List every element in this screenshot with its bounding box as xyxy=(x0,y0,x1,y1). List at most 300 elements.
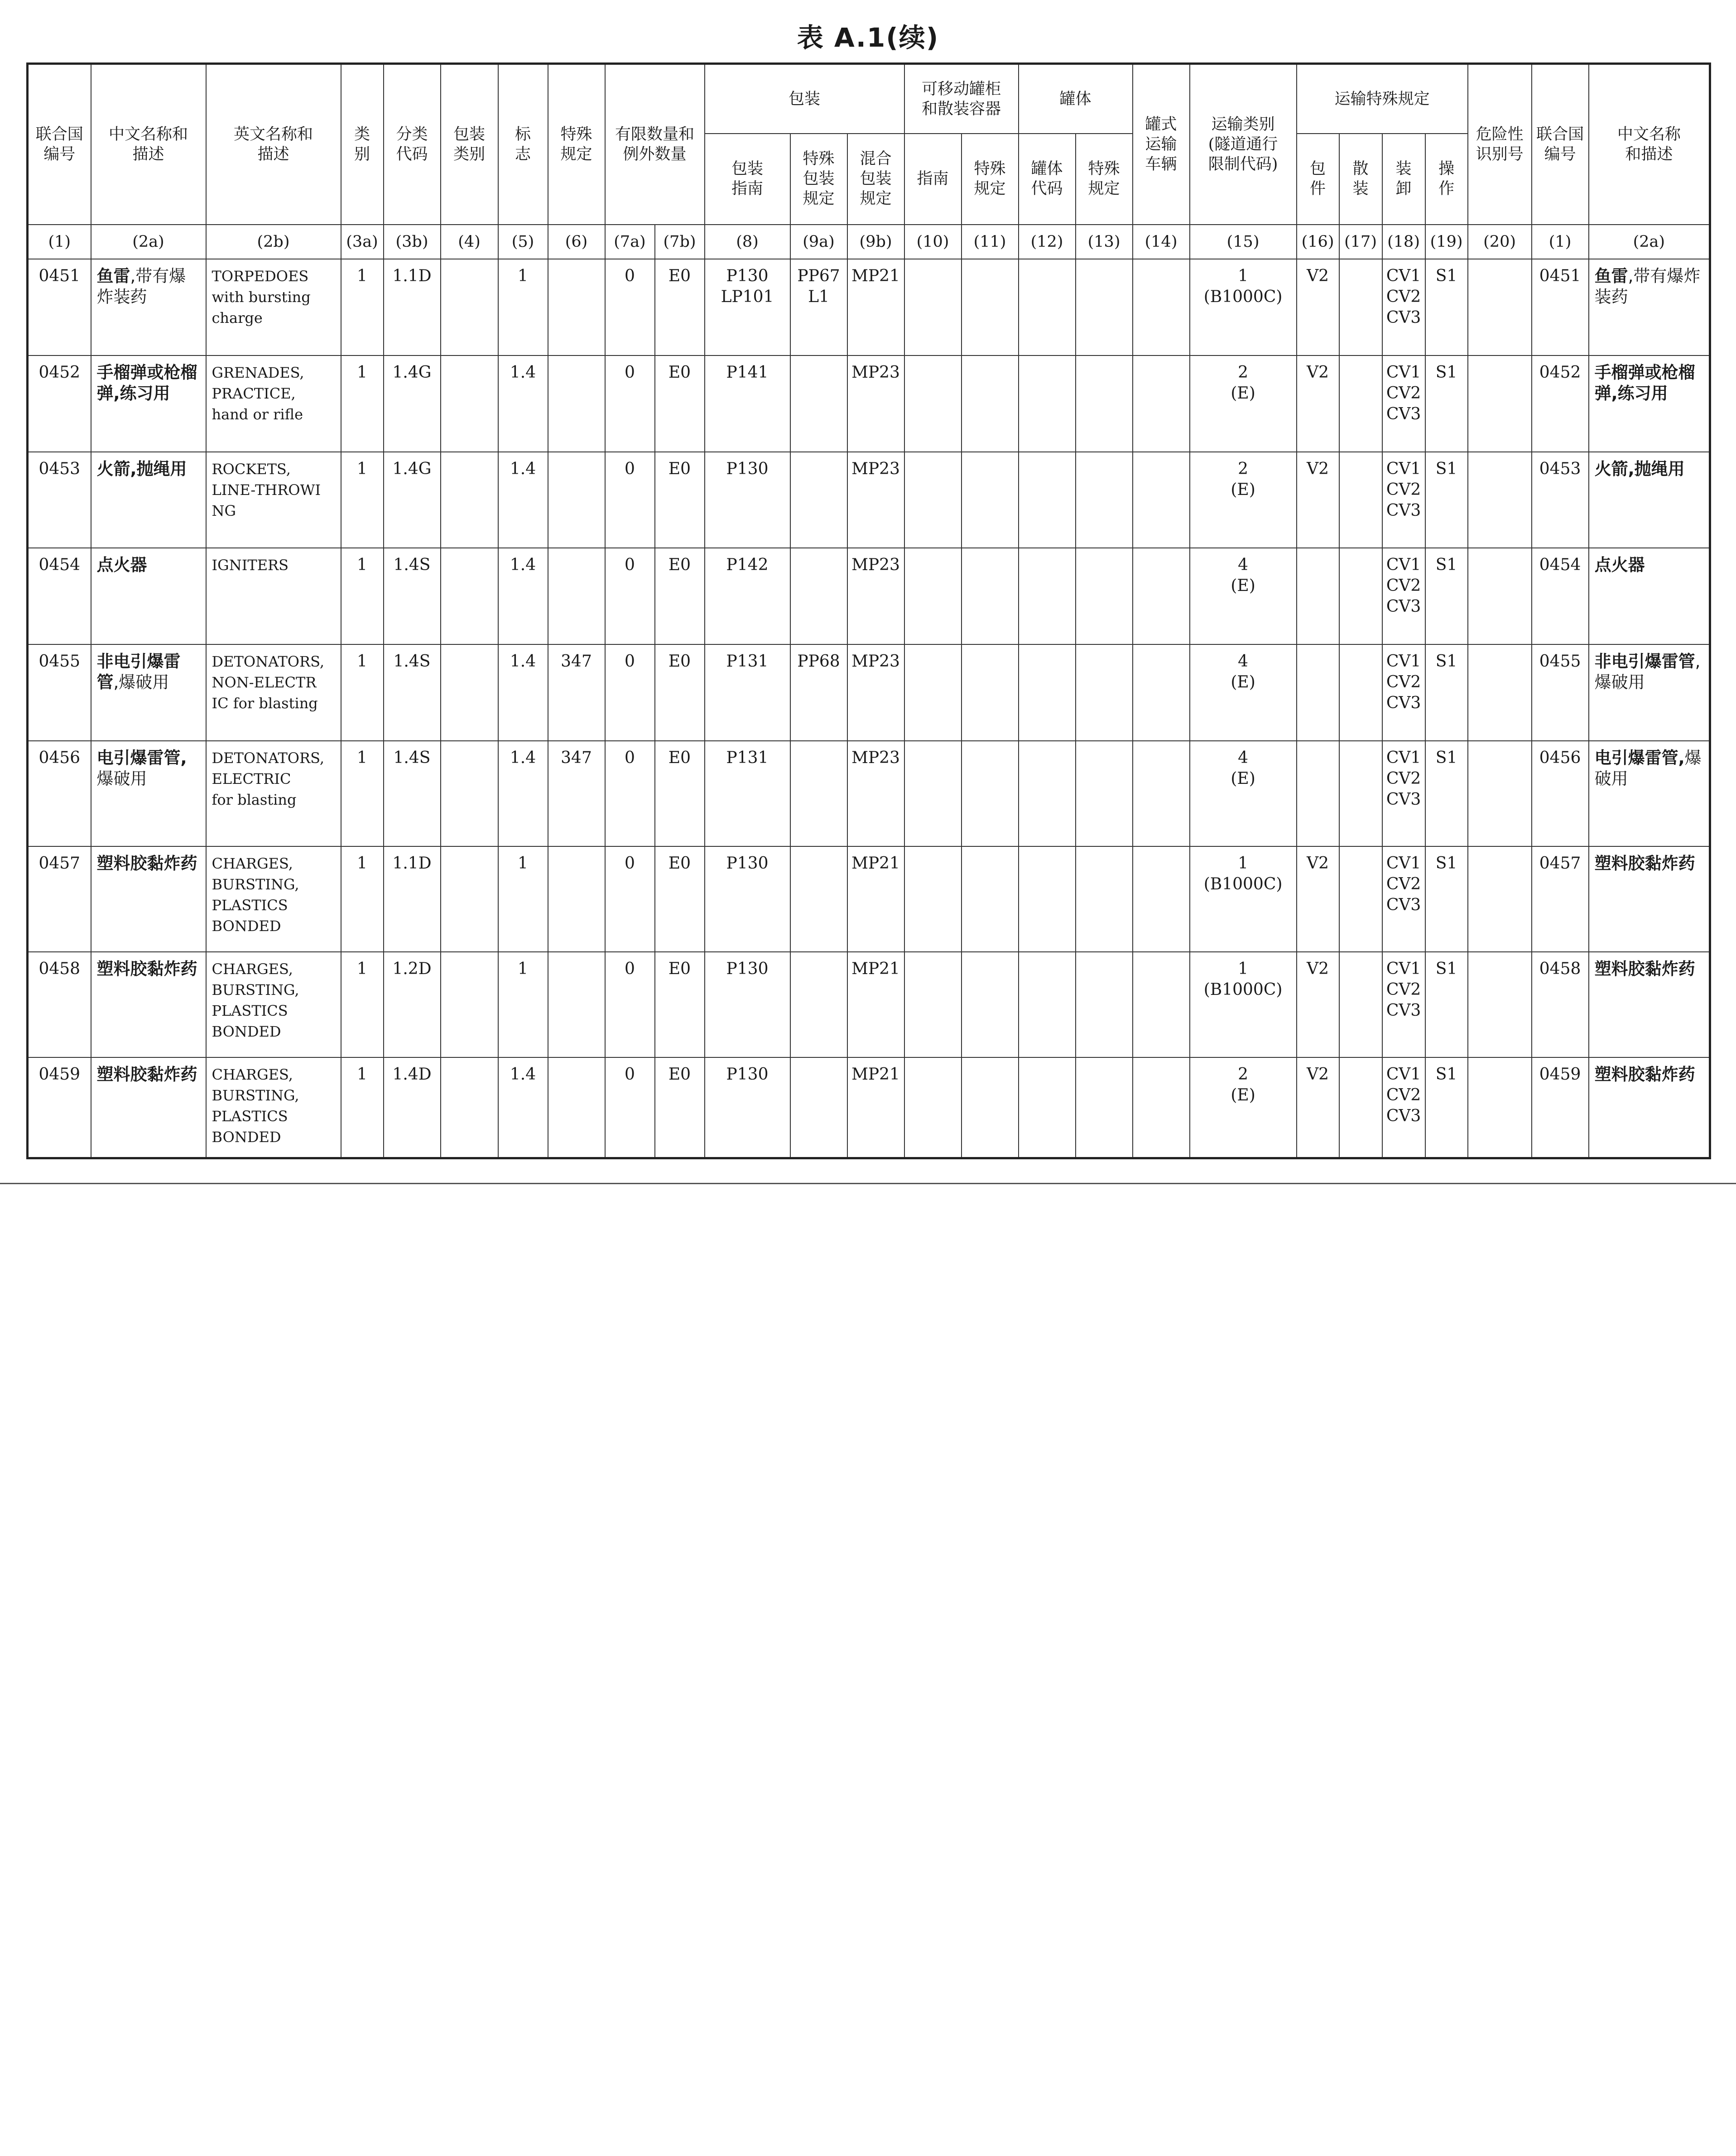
packing-group-cell xyxy=(441,355,498,452)
tank-special-cell xyxy=(1076,452,1133,548)
header-tank-vehicle: 罐式 运输 车辆 xyxy=(1133,64,1190,225)
table-row xyxy=(28,355,1710,452)
special-provision-cell xyxy=(548,1057,605,1158)
name-cn-bold: 塑料胶黏炸药 xyxy=(1594,853,1695,873)
tank-special-cell xyxy=(1076,259,1133,355)
class-cell: 1 xyxy=(341,846,384,952)
tank-code-cell xyxy=(1019,846,1076,952)
name-cn-cell xyxy=(91,355,206,452)
name-cn-regular: ,带有爆炸装药 xyxy=(1594,266,1701,307)
loading-cell: CV1 CV2 CV3 xyxy=(1382,1057,1425,1158)
mixed-packing-cell: MP23 xyxy=(847,644,904,741)
packing-instruction-cell: P131 xyxy=(705,741,790,846)
packing-group-cell xyxy=(441,846,498,952)
class-code-cell: 1.4G xyxy=(384,355,441,452)
tank-code-cell xyxy=(1019,355,1076,452)
un-number-cell: 0458 xyxy=(28,952,91,1057)
header-packing-group: 包装 类别 xyxy=(441,64,498,225)
tank-code-cell xyxy=(1019,259,1076,355)
header-un-no-repeat: 联合国 编号 xyxy=(1532,64,1589,225)
column-number: (7b) xyxy=(655,225,705,259)
column-number: (16) xyxy=(1297,225,1339,259)
column-number: (2a) xyxy=(91,225,206,259)
limited-quantity-cell: 0 xyxy=(605,741,655,846)
name-cn-repeat-cell xyxy=(1589,259,1710,355)
hazard-id-cell xyxy=(1468,548,1532,644)
name-cn-bold: 电引爆雷管, xyxy=(1594,748,1685,768)
header-special-provisions: 特殊 规定 xyxy=(548,64,605,225)
column-number: (13) xyxy=(1076,225,1133,259)
packages-cell: V2 xyxy=(1297,1057,1339,1158)
transport-category-cell: 1 (B1000C) xyxy=(1190,259,1297,355)
header-name-cn: 中文名称和 描述 xyxy=(91,64,206,225)
tank-vehicle-cell xyxy=(1133,1057,1190,1158)
class-code-cell: 1.2D xyxy=(384,952,441,1057)
un-number-cell: 0454 xyxy=(28,548,91,644)
pt-special-cell xyxy=(962,952,1019,1057)
tank-special-cell xyxy=(1076,355,1133,452)
packages-cell xyxy=(1297,548,1339,644)
special-packing-cell xyxy=(790,548,847,644)
tank-code-cell xyxy=(1019,741,1076,846)
header-operation: 操 作 xyxy=(1425,134,1468,225)
label-cell: 1.4 xyxy=(498,548,548,644)
pt-special-cell xyxy=(962,1057,1019,1158)
column-number: (19) xyxy=(1425,225,1468,259)
name-cn-regular: ,爆破用 xyxy=(1594,652,1701,692)
column-number: (1) xyxy=(1532,225,1589,259)
header-transport-category: 运输类别 (隧道通行 限制代码) xyxy=(1190,64,1297,225)
pt-instruction-cell xyxy=(904,355,962,452)
header-un-no: 联合国 编号 xyxy=(28,64,91,225)
loading-cell: CV1 CV2 CV3 xyxy=(1382,952,1425,1057)
operation-cell: S1 xyxy=(1425,259,1468,355)
tank-vehicle-cell xyxy=(1133,952,1190,1057)
name-cn-repeat-cell xyxy=(1589,846,1710,952)
hazard-id-cell xyxy=(1468,355,1532,452)
excepted-quantity-cell: E0 xyxy=(655,355,705,452)
name-cn-cell xyxy=(91,952,206,1057)
excepted-quantity-cell: E0 xyxy=(655,1057,705,1158)
tank-vehicle-cell xyxy=(1133,548,1190,644)
name-cn-bold: 鱼雷 xyxy=(96,266,130,286)
packing-group-cell xyxy=(441,1057,498,1158)
header-limited-quantity: 有限数量和 例外数量 xyxy=(605,64,705,225)
packages-cell: V2 xyxy=(1297,259,1339,355)
dangerous-goods-table xyxy=(26,62,1711,1159)
hazard-id-cell xyxy=(1468,846,1532,952)
class-cell: 1 xyxy=(341,452,384,548)
table-title: 表 A.1(续) xyxy=(797,22,939,53)
name-en-cell: IGNITERS xyxy=(206,548,341,644)
packing-instruction-cell: P130 xyxy=(705,952,790,1057)
tank-vehicle-cell xyxy=(1133,741,1190,846)
table-row xyxy=(28,644,1710,741)
transport-category-cell: 4 (E) xyxy=(1190,644,1297,741)
name-cn-bold: 火箭,抛绳用 xyxy=(96,459,187,479)
packing-group-cell xyxy=(441,452,498,548)
name-cn-bold: 非电引爆雷管 xyxy=(1594,652,1695,672)
name-cn-bold: 点火器 xyxy=(1594,555,1645,575)
loading-cell: CV1 CV2 CV3 xyxy=(1382,452,1425,548)
header-packing-instruction: 包装 指南 xyxy=(705,134,790,225)
class-code-cell: 1.4S xyxy=(384,644,441,741)
un-number-cell: 0455 xyxy=(28,644,91,741)
un-number-repeat-cell: 0454 xyxy=(1532,548,1589,644)
header-packaging: 包装 xyxy=(705,64,904,134)
un-number-repeat-cell: 0451 xyxy=(1532,259,1589,355)
pt-special-cell xyxy=(962,548,1019,644)
name-cn-bold: 塑料胶黏炸药 xyxy=(96,853,197,873)
excepted-quantity-cell: E0 xyxy=(655,259,705,355)
pt-special-cell xyxy=(962,452,1019,548)
bulk-cell xyxy=(1339,548,1382,644)
un-number-cell: 0451 xyxy=(28,259,91,355)
un-number-cell: 0453 xyxy=(28,452,91,548)
hazard-id-cell xyxy=(1468,741,1532,846)
operation-cell: S1 xyxy=(1425,952,1468,1057)
bulk-cell xyxy=(1339,1057,1382,1158)
name-cn-repeat-cell xyxy=(1589,452,1710,548)
name-cn-bold: 电引爆雷管, xyxy=(96,748,187,768)
label-cell: 1.4 xyxy=(498,355,548,452)
header-class: 类 别 xyxy=(341,64,384,225)
name-cn-cell xyxy=(91,548,206,644)
pt-special-cell xyxy=(962,259,1019,355)
name-en-cell: DETONATORS, NON-ELECTR IC for blasting xyxy=(206,644,341,741)
label-cell: 1.4 xyxy=(498,644,548,741)
name-cn-cell xyxy=(91,259,206,355)
column-number: (12) xyxy=(1019,225,1076,259)
packing-group-cell xyxy=(441,952,498,1057)
loading-cell: CV1 CV2 CV3 xyxy=(1382,548,1425,644)
un-number-repeat-cell: 0453 xyxy=(1532,452,1589,548)
special-packing-cell xyxy=(790,952,847,1057)
class-cell: 1 xyxy=(341,952,384,1057)
packing-instruction-cell: P130 xyxy=(705,452,790,548)
packing-group-cell xyxy=(441,548,498,644)
name-en-cell: CHARGES, BURSTING, PLASTICS BONDED xyxy=(206,1057,341,1158)
table-row xyxy=(28,1057,1710,1158)
name-cn-cell xyxy=(91,1057,206,1158)
tank-special-cell xyxy=(1076,1057,1133,1158)
name-en-cell: GRENADES, PRACTICE, hand or rifle xyxy=(206,355,341,452)
name-cn-bold: 塑料胶黏炸药 xyxy=(96,959,197,979)
pt-instruction-cell xyxy=(904,952,962,1057)
bulk-cell xyxy=(1339,741,1382,846)
class-cell: 1 xyxy=(341,259,384,355)
un-number-repeat-cell: 0457 xyxy=(1532,846,1589,952)
header-bulk: 散 装 xyxy=(1339,134,1382,225)
mixed-packing-cell: MP23 xyxy=(847,355,904,452)
name-cn-bold: 点火器 xyxy=(96,555,147,575)
operation-cell: S1 xyxy=(1425,741,1468,846)
name-en-cell: ROCKETS, LINE-THROWI NG xyxy=(206,452,341,548)
packing-group-cell xyxy=(441,259,498,355)
name-cn-repeat-cell xyxy=(1589,644,1710,741)
loading-cell: CV1 CV2 CV3 xyxy=(1382,355,1425,452)
un-number-repeat-cell: 0459 xyxy=(1532,1057,1589,1158)
hazard-id-cell xyxy=(1468,952,1532,1057)
label-cell: 1.4 xyxy=(498,741,548,846)
packing-instruction-cell: P142 xyxy=(705,548,790,644)
mixed-packing-cell: MP23 xyxy=(847,452,904,548)
special-packing-cell: PP67 L1 xyxy=(790,259,847,355)
header-portable-tanks: 可移动罐柜 和散装容器 xyxy=(904,64,1019,134)
bulk-cell xyxy=(1339,952,1382,1057)
pt-instruction-cell xyxy=(904,548,962,644)
un-number-repeat-cell: 0458 xyxy=(1532,952,1589,1057)
column-number: (14) xyxy=(1133,225,1190,259)
class-cell: 1 xyxy=(341,548,384,644)
header-label: 标 志 xyxy=(498,64,548,225)
header-tank-code: 罐体 代码 xyxy=(1019,134,1076,225)
name-cn-regular: ,带有爆炸装药 xyxy=(96,266,186,307)
operation-cell: S1 xyxy=(1425,1057,1468,1158)
name-cn-repeat-cell xyxy=(1589,548,1710,644)
class-cell: 1 xyxy=(341,644,384,741)
name-cn-bold: 塑料胶黏炸药 xyxy=(1594,959,1695,979)
column-number: (9a) xyxy=(790,225,847,259)
page-divider xyxy=(0,1183,1736,1184)
header-name-cn-repeat: 中文名称 和描述 xyxy=(1589,64,1710,225)
bulk-cell xyxy=(1339,846,1382,952)
name-cn-repeat-cell xyxy=(1589,355,1710,452)
un-number-repeat-cell: 0452 xyxy=(1532,355,1589,452)
name-en-cell: TORPEDOES with bursting charge xyxy=(206,259,341,355)
special-provision-cell xyxy=(548,259,605,355)
operation-cell: S1 xyxy=(1425,644,1468,741)
name-en-cell: DETONATORS, ELECTRIC for blasting xyxy=(206,741,341,846)
excepted-quantity-cell: E0 xyxy=(655,952,705,1057)
un-number-repeat-cell: 0455 xyxy=(1532,644,1589,741)
column-number: (4) xyxy=(441,225,498,259)
column-number: (20) xyxy=(1468,225,1532,259)
class-code-cell: 1.1D xyxy=(384,846,441,952)
packing-instruction-cell: P141 xyxy=(705,355,790,452)
header-name-en: 英文名称和 描述 xyxy=(206,64,341,225)
name-cn-bold: 塑料胶黏炸药 xyxy=(1594,1064,1695,1084)
operation-cell: S1 xyxy=(1425,846,1468,952)
special-provision-cell: 347 xyxy=(548,644,605,741)
tank-code-cell xyxy=(1019,952,1076,1057)
transport-category-cell: 2 (E) xyxy=(1190,1057,1297,1158)
name-cn-cell xyxy=(91,644,206,741)
name-cn-bold: 塑料胶黏炸药 xyxy=(96,1064,197,1084)
transport-category-cell: 1 (B1000C) xyxy=(1190,952,1297,1057)
tank-special-cell xyxy=(1076,952,1133,1057)
packages-cell: V2 xyxy=(1297,952,1339,1057)
limited-quantity-cell: 0 xyxy=(605,1057,655,1158)
column-number: (2a) xyxy=(1589,225,1710,259)
limited-quantity-cell: 0 xyxy=(605,355,655,452)
column-number: (2b) xyxy=(206,225,341,259)
tank-vehicle-cell xyxy=(1133,644,1190,741)
tank-special-cell xyxy=(1076,741,1133,846)
name-cn-regular: ,爆破用 xyxy=(113,672,169,692)
packages-cell: V2 xyxy=(1297,846,1339,952)
excepted-quantity-cell: E0 xyxy=(655,644,705,741)
packing-group-cell xyxy=(441,741,498,846)
name-cn-bold: 手榴弹或枪榴弹,练习用 xyxy=(1594,362,1695,403)
column-number: (6) xyxy=(548,225,605,259)
loading-cell: CV1 CV2 CV3 xyxy=(1382,259,1425,355)
packages-cell: V2 xyxy=(1297,452,1339,548)
excepted-quantity-cell: E0 xyxy=(655,452,705,548)
label-cell: 1.4 xyxy=(498,1057,548,1158)
special-provision-cell xyxy=(548,548,605,644)
name-cn-repeat-cell xyxy=(1589,741,1710,846)
operation-cell: S1 xyxy=(1425,355,1468,452)
tank-vehicle-cell xyxy=(1133,259,1190,355)
name-cn-bold: 非电引爆雷管 xyxy=(96,652,181,692)
packages-cell xyxy=(1297,644,1339,741)
bulk-cell xyxy=(1339,644,1382,741)
column-number: (8) xyxy=(705,225,790,259)
excepted-quantity-cell: E0 xyxy=(655,741,705,846)
column-number: (18) xyxy=(1382,225,1425,259)
column-number: (17) xyxy=(1339,225,1382,259)
special-packing-cell xyxy=(790,741,847,846)
pt-instruction-cell xyxy=(904,452,962,548)
packing-group-cell xyxy=(441,644,498,741)
name-cn-regular: 爆破用 xyxy=(1594,748,1702,788)
packing-instruction-cell: P130 xyxy=(705,1057,790,1158)
header-hazard-id: 危险性 识别号 xyxy=(1468,64,1532,225)
operation-cell: S1 xyxy=(1425,548,1468,644)
tank-vehicle-cell xyxy=(1133,355,1190,452)
name-cn-cell xyxy=(91,741,206,846)
name-cn-cell xyxy=(91,452,206,548)
tank-code-cell xyxy=(1019,644,1076,741)
tank-vehicle-cell xyxy=(1133,846,1190,952)
loading-cell: CV1 CV2 CV3 xyxy=(1382,741,1425,846)
mixed-packing-cell: MP21 xyxy=(847,1057,904,1158)
column-number: (5) xyxy=(498,225,548,259)
mixed-packing-cell: MP21 xyxy=(847,259,904,355)
name-cn-cell xyxy=(91,846,206,952)
special-provision-cell: 347 xyxy=(548,741,605,846)
pt-instruction-cell xyxy=(904,644,962,741)
name-cn-bold: 手榴弹或枪榴弹,练习用 xyxy=(96,362,197,403)
header-class-code: 分类 代码 xyxy=(384,64,441,225)
column-number-row xyxy=(28,225,1710,259)
pt-instruction-cell xyxy=(904,741,962,846)
pt-special-cell xyxy=(962,644,1019,741)
table-row xyxy=(28,952,1710,1057)
hazard-id-cell xyxy=(1468,452,1532,548)
header-mixed-packing: 混合 包装 规定 xyxy=(847,134,904,225)
label-cell: 1 xyxy=(498,952,548,1057)
pt-instruction-cell xyxy=(904,259,962,355)
name-cn-bold: 鱼雷 xyxy=(1594,266,1628,286)
tank-code-cell xyxy=(1019,452,1076,548)
column-number: (9b) xyxy=(847,225,904,259)
un-number-cell: 0457 xyxy=(28,846,91,952)
operation-cell: S1 xyxy=(1425,452,1468,548)
pt-special-cell xyxy=(962,846,1019,952)
un-number-repeat-cell: 0456 xyxy=(1532,741,1589,846)
transport-category-cell: 2 (E) xyxy=(1190,355,1297,452)
name-en-cell: CHARGES, BURSTING, PLASTICS BONDED xyxy=(206,952,341,1057)
column-number: (7a) xyxy=(605,225,655,259)
class-code-cell: 1.4G xyxy=(384,452,441,548)
packages-cell xyxy=(1297,741,1339,846)
transport-category-cell: 1 (B1000C) xyxy=(1190,846,1297,952)
class-code-cell: 1.4S xyxy=(384,741,441,846)
mixed-packing-cell: MP21 xyxy=(847,952,904,1057)
name-cn-repeat-cell xyxy=(1589,1057,1710,1158)
hazard-id-cell xyxy=(1468,1057,1532,1158)
packages-cell: V2 xyxy=(1297,355,1339,452)
loading-cell: CV1 CV2 CV3 xyxy=(1382,644,1425,741)
un-number-cell: 0456 xyxy=(28,741,91,846)
header-pt-instruction: 指南 xyxy=(904,134,962,225)
packing-instruction-cell: P130 LP101 xyxy=(705,259,790,355)
column-number: (10) xyxy=(904,225,962,259)
tank-code-cell xyxy=(1019,1057,1076,1158)
column-number: (15) xyxy=(1190,225,1297,259)
limited-quantity-cell: 0 xyxy=(605,452,655,548)
label-cell: 1 xyxy=(498,259,548,355)
limited-quantity-cell: 0 xyxy=(605,952,655,1057)
column-number: (3a) xyxy=(341,225,384,259)
special-packing-cell xyxy=(790,1057,847,1158)
label-cell: 1.4 xyxy=(498,452,548,548)
name-cn-bold: 火箭,抛绳用 xyxy=(1594,459,1685,479)
hazard-id-cell xyxy=(1468,259,1532,355)
special-packing-cell: PP68 xyxy=(790,644,847,741)
column-number: (11) xyxy=(962,225,1019,259)
mixed-packing-cell: MP21 xyxy=(847,846,904,952)
transport-category-cell: 2 (E) xyxy=(1190,452,1297,548)
special-packing-cell xyxy=(790,355,847,452)
packing-instruction-cell: P130 xyxy=(705,846,790,952)
header-special-transport: 运输特殊规定 xyxy=(1297,64,1468,134)
un-number-cell: 0452 xyxy=(28,355,91,452)
pt-special-cell xyxy=(962,355,1019,452)
bulk-cell xyxy=(1339,259,1382,355)
header-loading: 装 卸 xyxy=(1382,134,1425,225)
special-provision-cell xyxy=(548,952,605,1057)
tank-code-cell xyxy=(1019,548,1076,644)
packing-instruction-cell: P131 xyxy=(705,644,790,741)
name-cn-regular: 爆破用 xyxy=(96,769,147,788)
special-packing-cell xyxy=(790,846,847,952)
pt-instruction-cell xyxy=(904,1057,962,1158)
mixed-packing-cell: MP23 xyxy=(847,741,904,846)
loading-cell: CV1 CV2 CV3 xyxy=(1382,846,1425,952)
header-pt-special: 特殊 规定 xyxy=(962,134,1019,225)
tank-special-cell xyxy=(1076,846,1133,952)
tank-special-cell xyxy=(1076,644,1133,741)
special-provision-cell xyxy=(548,355,605,452)
table-row xyxy=(28,741,1710,846)
limited-quantity-cell: 0 xyxy=(605,259,655,355)
tank-special-cell xyxy=(1076,548,1133,644)
class-cell: 1 xyxy=(341,1057,384,1158)
limited-quantity-cell: 0 xyxy=(605,548,655,644)
excepted-quantity-cell: E0 xyxy=(655,846,705,952)
header-tank: 罐体 xyxy=(1019,64,1133,134)
column-number: (1) xyxy=(28,225,91,259)
special-provision-cell xyxy=(548,846,605,952)
hazard-id-cell xyxy=(1468,644,1532,741)
table-row xyxy=(28,452,1710,548)
class-cell: 1 xyxy=(341,355,384,452)
un-number-cell: 0459 xyxy=(28,1057,91,1158)
class-code-cell: 1.4S xyxy=(384,548,441,644)
